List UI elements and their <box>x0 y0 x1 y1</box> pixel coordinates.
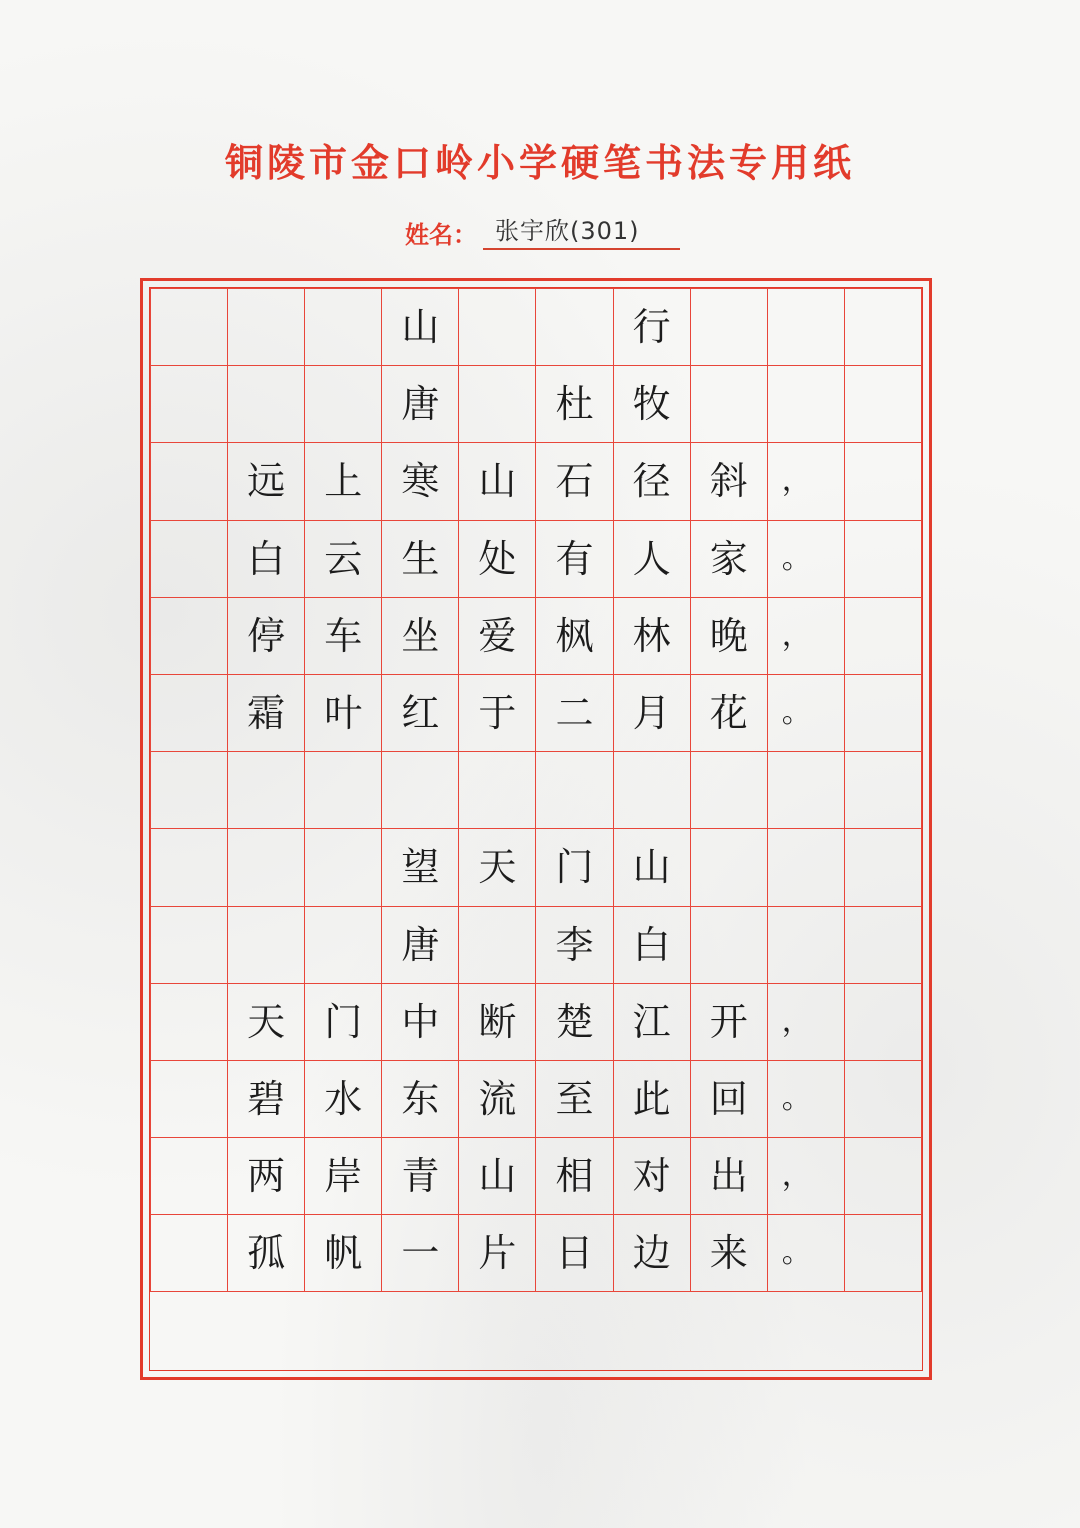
grid-cell: 枫 <box>536 598 613 675</box>
grid-cell <box>151 1061 228 1138</box>
grid-cell: 牧 <box>614 366 691 443</box>
grid-cell <box>691 289 768 366</box>
grid-cell <box>228 907 305 984</box>
grid-cell <box>459 289 536 366</box>
grid-cell: 流 <box>459 1061 536 1138</box>
grid-cell: 花 <box>691 675 768 752</box>
grid-cell <box>845 752 922 829</box>
grid-cell <box>845 1215 922 1292</box>
grid-cell: 江 <box>614 984 691 1061</box>
grid-cell <box>768 752 845 829</box>
grid-cell: 楚 <box>536 984 613 1061</box>
grid-cell <box>151 984 228 1061</box>
grid-cell <box>768 907 845 984</box>
grid-cell: 白 <box>228 521 305 598</box>
grid-cell <box>151 521 228 598</box>
grid-cell: 李 <box>536 907 613 984</box>
grid-cell <box>151 675 228 752</box>
grid-cell: ， <box>768 443 845 520</box>
grid-cell: 唐 <box>382 366 459 443</box>
grid-cell <box>845 598 922 675</box>
grid-cell: 叶 <box>305 675 382 752</box>
grid-cell: 开 <box>691 984 768 1061</box>
grid-cell: 门 <box>536 829 613 906</box>
grid-cell <box>845 1061 922 1138</box>
grid-cell: 此 <box>614 1061 691 1138</box>
grid-cell <box>151 289 228 366</box>
grid-cell: 。 <box>768 1215 845 1292</box>
grid-cell: 东 <box>382 1061 459 1138</box>
grid-cell <box>845 366 922 443</box>
grid-cell: 晚 <box>691 598 768 675</box>
grid-cell <box>151 829 228 906</box>
grid-cell: 有 <box>536 521 613 598</box>
grid-cell <box>151 907 228 984</box>
grid-cell <box>691 752 768 829</box>
grid-cell: 断 <box>459 984 536 1061</box>
grid-cell: 日 <box>536 1215 613 1292</box>
grid-cell <box>536 289 613 366</box>
grid-cell: 中 <box>382 984 459 1061</box>
grid-cell: 出 <box>691 1138 768 1215</box>
grid-cell <box>691 829 768 906</box>
grid-cell: 回 <box>691 1061 768 1138</box>
grid-cell: 二 <box>536 675 613 752</box>
grid-cell <box>845 443 922 520</box>
grid-cell <box>845 829 922 906</box>
grid-cell <box>228 752 305 829</box>
grid-cell: 云 <box>305 521 382 598</box>
name-label: 姓名： <box>405 220 477 249</box>
grid-cell <box>151 1138 228 1215</box>
grid-cell: 。 <box>768 1061 845 1138</box>
grid-cell: 片 <box>459 1215 536 1292</box>
grid-cell: 山 <box>382 289 459 366</box>
grid-cell: 白 <box>614 907 691 984</box>
grid-cell: 径 <box>614 443 691 520</box>
grid-cell: 斜 <box>691 443 768 520</box>
grid-cell: ， <box>768 984 845 1061</box>
grid-cell <box>305 752 382 829</box>
grid-cell: 。 <box>768 675 845 752</box>
grid-cell <box>845 521 922 598</box>
grid-cell: 天 <box>228 984 305 1061</box>
grid-cell <box>382 752 459 829</box>
grid-cell <box>151 366 228 443</box>
grid-cell: 月 <box>614 675 691 752</box>
grid-cell: 帆 <box>305 1215 382 1292</box>
grid-cell: 至 <box>536 1061 613 1138</box>
grid-cell <box>459 907 536 984</box>
grid-cell: 山 <box>459 1138 536 1215</box>
grid-cell: 爱 <box>459 598 536 675</box>
grid-cell <box>151 443 228 520</box>
grid-cell <box>845 984 922 1061</box>
grid-cell <box>459 752 536 829</box>
grid-cell <box>305 907 382 984</box>
writing-grid <box>150 288 922 1292</box>
grid-cell: 唐 <box>382 907 459 984</box>
grid-cell <box>305 289 382 366</box>
grid-cell <box>845 907 922 984</box>
grid-cell <box>845 675 922 752</box>
grid-cell: 。 <box>768 521 845 598</box>
grid-cell: ， <box>768 598 845 675</box>
grid-cell: 门 <box>305 984 382 1061</box>
grid-cell: 上 <box>305 443 382 520</box>
grid-cell <box>151 752 228 829</box>
grid-cell <box>768 366 845 443</box>
grid-cell <box>459 366 536 443</box>
grid-cell: 两 <box>228 1138 305 1215</box>
grid-cell: 边 <box>614 1215 691 1292</box>
grid-cell <box>305 366 382 443</box>
grid-cell: 对 <box>614 1138 691 1215</box>
name-field: 张宇欣(301) <box>483 211 680 250</box>
grid-cell: 处 <box>459 521 536 598</box>
grid-cell <box>228 829 305 906</box>
grid-cell: 生 <box>382 521 459 598</box>
grid-cell: ， <box>768 1138 845 1215</box>
grid-cell: 山 <box>614 829 691 906</box>
grid-cell: 来 <box>691 1215 768 1292</box>
grid-cell <box>845 1138 922 1215</box>
grid-cell: 坐 <box>382 598 459 675</box>
grid-cell: 碧 <box>228 1061 305 1138</box>
page-title: 铜陵市金口岭小学硬笔书法专用纸 <box>224 140 855 185</box>
grid-cell: 停 <box>228 598 305 675</box>
grid-cell: 林 <box>614 598 691 675</box>
grid-cell: 望 <box>382 829 459 906</box>
grid-cell: 天 <box>459 829 536 906</box>
grid-cell: 寒 <box>382 443 459 520</box>
grid-cell: 一 <box>382 1215 459 1292</box>
grid-cell <box>228 289 305 366</box>
grid-cell: 水 <box>305 1061 382 1138</box>
name-row <box>405 210 680 250</box>
grid-cell: 远 <box>228 443 305 520</box>
grid-cell <box>536 752 613 829</box>
grid-cell <box>151 1215 228 1292</box>
grid-cell <box>845 289 922 366</box>
grid-cell: 杜 <box>536 366 613 443</box>
grid-cell: 山 <box>459 443 536 520</box>
grid-cell: 相 <box>536 1138 613 1215</box>
grid-cell: 红 <box>382 675 459 752</box>
grid-cell: 人 <box>614 521 691 598</box>
grid-cell <box>151 598 228 675</box>
grid-cell <box>768 289 845 366</box>
grid-cell: 车 <box>305 598 382 675</box>
grid-cell: 石 <box>536 443 613 520</box>
grid-cell <box>614 752 691 829</box>
grid-cell <box>691 907 768 984</box>
grid-cell: 家 <box>691 521 768 598</box>
grid-cell: 孤 <box>228 1215 305 1292</box>
grid-cell <box>228 366 305 443</box>
grid-cell: 行 <box>614 289 691 366</box>
grid-cell: 岸 <box>305 1138 382 1215</box>
grid-cell: 青 <box>382 1138 459 1215</box>
grid-cell: 于 <box>459 675 536 752</box>
grid-cell <box>691 366 768 443</box>
grid-cell: 霜 <box>228 675 305 752</box>
grid-cell <box>305 829 382 906</box>
grid-cell <box>768 829 845 906</box>
